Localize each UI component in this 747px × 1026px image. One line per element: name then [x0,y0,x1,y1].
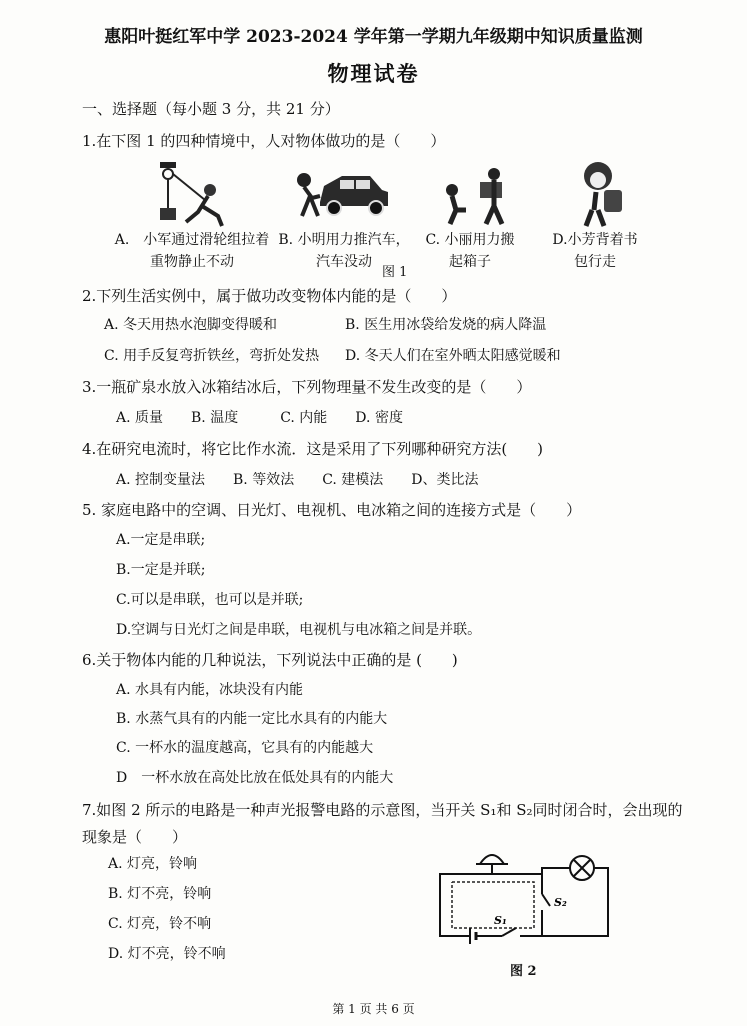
question-2-option-c: C. 用手反复弯折铁丝，弯折处发热 [104,348,320,364]
question-4-options: A. 控制变量法 B. 等效法 C. 建模法 D、类比法 [116,472,479,488]
question-3-options: A. 质量 B. 温度 C. 内能 D. 密度 [116,410,403,426]
question-6-option-c: C. 一杯水的温度越高，它具有的内能越大 [116,740,374,756]
switch-s2-icon [542,874,550,936]
question-1-stem: 1.在下图 1 的四种情境中，人对物体做功的是（ ） [82,132,446,150]
switch-s1-icon [476,928,548,936]
figure-1-caption: 图 1 [382,265,408,280]
figure1-pulley-icon [150,160,230,230]
question-6-option-d: D 一杯水放在高处比放在低处具有的内能大 [116,770,394,786]
switch-s2-label: S₂ [554,896,567,909]
question-7-option-a: A. 灯亮，铃响 [108,856,198,872]
figure1-box-lift-icon [438,166,518,226]
question-5-stem: 5. 家庭电路中的空调、日光灯、电视机、电冰箱之间的连接方式是（ ） [82,501,582,519]
question-2-option-b: B. 医生用冰袋给发烧的病人降温 [345,317,547,333]
question-5-option-b: B.一定是并联; [116,562,206,578]
section-heading: 一、选择题（每小题 3 分，共 21 分） [82,100,340,118]
figure1-car-push-icon [292,162,392,222]
question-1-option-a: A. 小军通过滑轮组拉着重物静止不动 [114,232,270,270]
question-3-stem: 3.一瓶矿泉水放入冰箱结冰后，下列物理量不发生改变的是（ ） [82,378,532,396]
question-6-stem: 6.关于物体内能的几种说法，下列说法中正确的是 ( ) [82,651,458,669]
switch-s1-label: S₁ [494,914,507,927]
question-5-option-d: D.空调与日光灯之间是串联，电视机与电冰箱之间是并联。 [116,622,482,638]
question-7-option-d: D. 灯不亮，铃不响 [108,946,226,962]
question-1-option-b: B. 小明用力推汽车，汽车没动 [278,232,410,270]
lamp-icon [570,856,594,880]
question-4-stem: 4.在研究电流时，将它比作水流．这是采用了下列哪种研究方法( ) [82,440,544,458]
question-1-option-c: C. 小丽用力搬起箱子 [425,232,515,270]
figure2-circuit-diagram [430,842,620,952]
exam-title: 惠阳叶挺红军中学 2023-2024 学年第一学期九年级期中知识质量监测 [104,27,643,47]
question-6-option-a: A. 水具有内能，冰块没有内能 [116,682,304,698]
exam-subtitle: 物理试卷 [327,61,420,86]
question-7-option-b: B. 灯不亮，铃响 [108,886,212,902]
page-footer: 第 1 页 共 6 页 [332,1002,415,1016]
question-5-option-a: A.一定是串联; [116,532,206,548]
question-7-stem: 7.如图 2 所示的电路是一种声光报警电路的示意图，当开关 S₁和 S₂同时闭合时，会出现的 [82,801,683,819]
question-2-option-d: D. 冬天人们在室外晒太阳感觉暖和 [345,348,561,364]
question-1-option-d: D.小芳背着书包行走 [552,232,638,270]
question-6-option-b: B. 水蒸气具有的内能一定比水具有的内能大 [116,711,388,727]
figure-2-caption: 图 2 [510,964,537,979]
battery-icon [470,928,476,944]
bell-icon [476,855,508,874]
question-7-option-c: C. 灯亮，铃不响 [108,916,212,932]
question-7-stem-continued: 现象是（ ） [82,828,188,846]
question-2-stem: 2.下列生活实例中，属于做功改变物体内能的是（ ） [82,287,457,305]
question-2-option-a: A. 冬天用热水泡脚变得暖和 [104,317,278,333]
question-5-option-c: C.可以是串联，也可以是并联; [116,592,304,608]
figure1-backpack-girl-icon [570,160,630,228]
